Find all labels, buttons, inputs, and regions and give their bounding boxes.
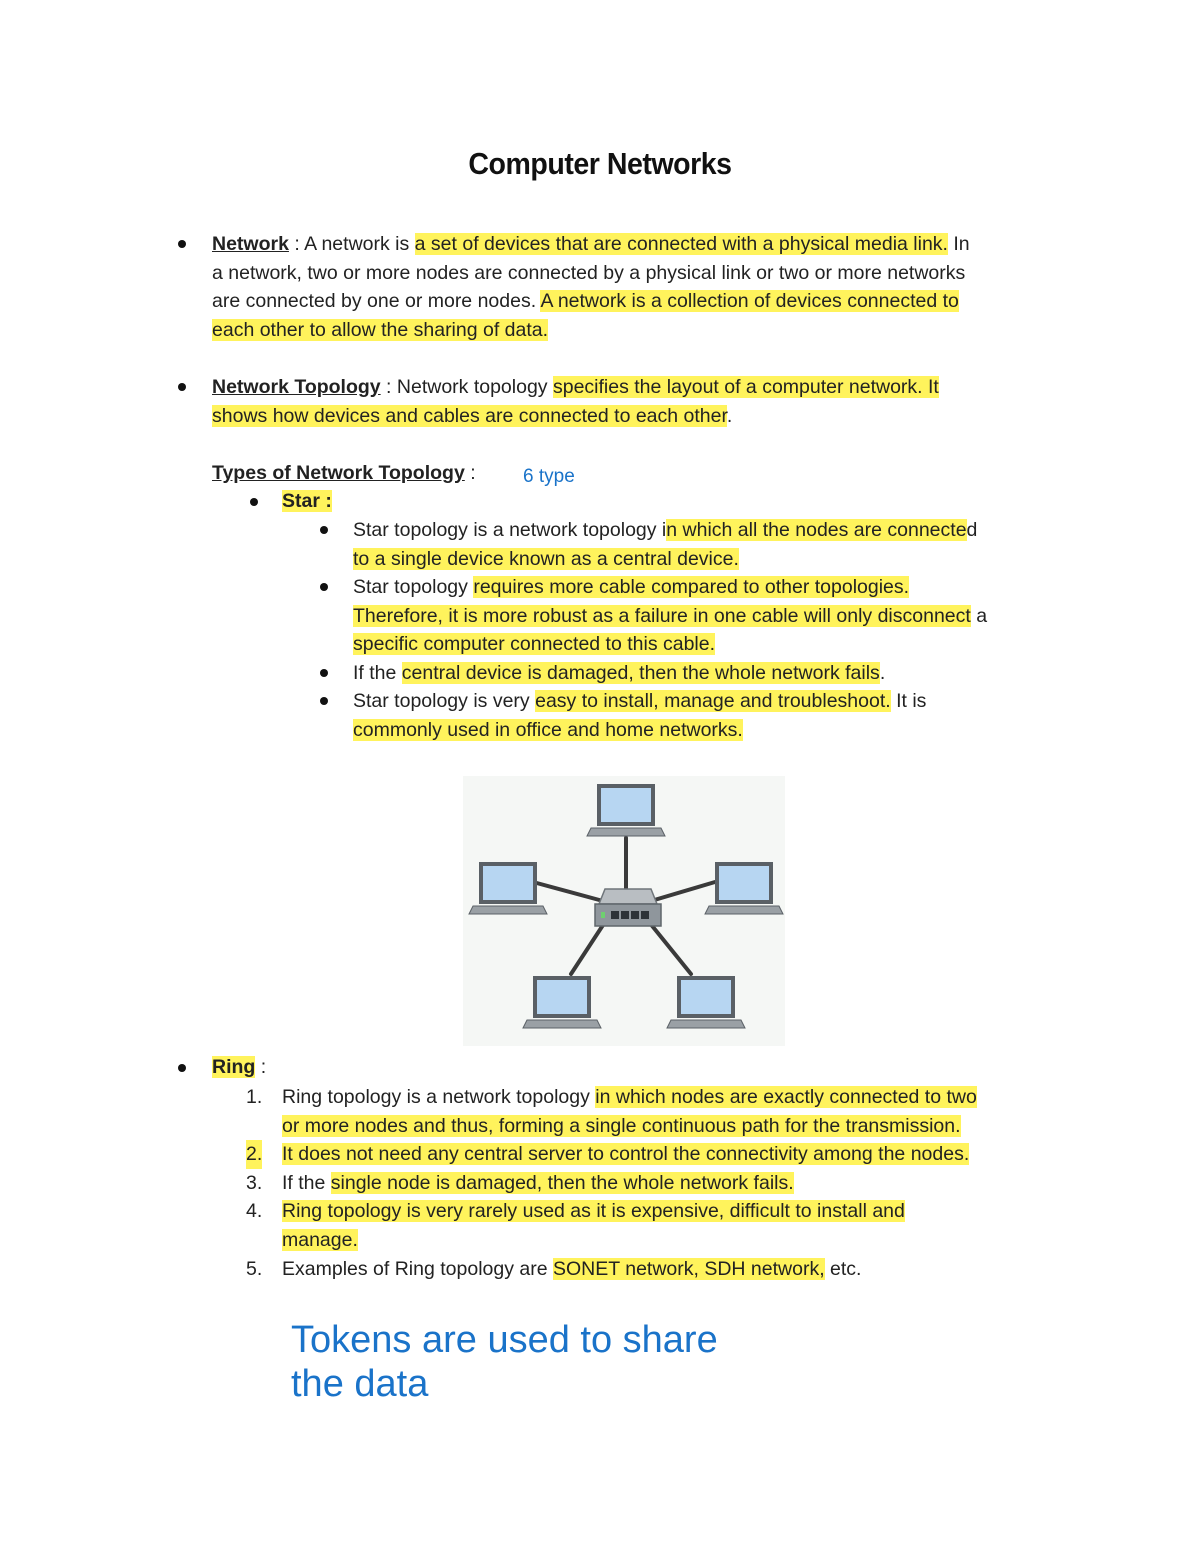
bullet-icon xyxy=(178,383,186,391)
laptop-icon xyxy=(523,976,601,1028)
ring-sep: : xyxy=(255,1056,267,1078)
ring-item-3 xyxy=(282,1169,794,1198)
topology-term: Network Topology xyxy=(212,376,381,398)
highlight-text: central device is damaged, then the whole network fails xyxy=(401,662,880,684)
star-topology-diagram xyxy=(463,776,785,1046)
star-item-1 xyxy=(353,516,977,545)
star-item-4-line-2 xyxy=(353,716,743,745)
ring-text: etc. xyxy=(824,1257,862,1280)
star-text: If the xyxy=(353,662,402,684)
ring-item-5 xyxy=(282,1255,861,1284)
highlight-text: a set of devices that are connected with a physical media link. xyxy=(414,233,948,255)
types-heading: Types of Network Topology xyxy=(212,462,465,484)
star-text: Star topology xyxy=(353,576,474,598)
bullet-icon xyxy=(178,240,186,248)
star-item-3 xyxy=(353,659,885,688)
cable-line xyxy=(649,922,691,974)
star-item-4 xyxy=(353,687,926,716)
handwritten-note-type-count: 6 type xyxy=(523,466,575,487)
star-label: Star : xyxy=(282,490,332,512)
bullet-icon xyxy=(320,669,328,677)
network-text: are connected by one or more nodes. xyxy=(212,290,537,313)
types-heading-line xyxy=(212,459,476,488)
highlight-text: Ring topology is very rarely used as it is expensive, difficult to install and xyxy=(282,1200,905,1223)
star-text: Star topology is a network topology i xyxy=(353,519,667,541)
ring-label: Ring xyxy=(212,1056,256,1078)
laptop-icon xyxy=(587,784,665,836)
page-title: Computer Networks xyxy=(468,146,732,181)
star-label-line xyxy=(282,487,332,516)
star-item-2 xyxy=(353,573,909,602)
handwritten-note-line-1: Tokens are used to share xyxy=(291,1319,718,1361)
bullet-icon xyxy=(178,1064,186,1072)
star-text: d xyxy=(966,519,978,541)
ring-item-1 xyxy=(282,1083,977,1112)
highlight-text: or more nodes and thus, forming a single continuous path for the transmission. xyxy=(282,1114,961,1137)
handwritten-note-line-2: the data xyxy=(291,1363,429,1405)
highlight-text: in which nodes are exactly connected to two xyxy=(595,1086,977,1108)
star-text: . xyxy=(879,662,886,684)
network-line-2: a network, two or more nodes are connected by a physical link or two or more networks xyxy=(212,261,966,284)
highlight-text: commonly used in office and home networks. xyxy=(353,718,743,741)
highlight-text: single node is damaged, then the whole network fails. xyxy=(330,1171,794,1194)
highlight-text: A network is a collection of devices connected to xyxy=(540,290,959,313)
network-sep: : A network is xyxy=(288,233,415,255)
types-colon: : xyxy=(464,462,476,484)
laptop-icon xyxy=(469,862,547,914)
bullet-icon xyxy=(250,498,258,506)
star-topology-illustration xyxy=(463,776,785,1046)
ring-text: If the xyxy=(282,1171,331,1194)
highlight-text: specifies the layout of a computer network. It xyxy=(552,376,939,398)
topology-text: . xyxy=(726,404,733,427)
highlight-text: SONET network, SDH network, xyxy=(552,1257,825,1280)
topology-sep: : Network topology xyxy=(380,376,553,398)
network-switch-icon xyxy=(595,889,661,926)
ring-text: Examples of Ring topology are xyxy=(282,1257,553,1280)
laptop-icon xyxy=(705,862,783,914)
bullet-icon xyxy=(320,526,328,534)
cable-line xyxy=(571,922,605,974)
network-line-4 xyxy=(212,316,548,345)
highlight-text: to a single device known as a central device. xyxy=(353,547,739,570)
highlight-text: n which all the nodes are connecte xyxy=(666,519,967,541)
ring-text: Ring topology is a network topology xyxy=(282,1086,596,1108)
list-number: 3. xyxy=(246,1171,263,1194)
list-number: 4. xyxy=(246,1200,263,1223)
highlight-text: It does not need any central server to control the connectivity among the nodes. xyxy=(282,1143,970,1166)
list-number: 1. xyxy=(246,1086,263,1108)
star-item-2-line-3 xyxy=(353,630,715,659)
network-text: In xyxy=(947,233,970,255)
star-text: Star topology is very xyxy=(353,690,536,712)
bullet-icon xyxy=(320,583,328,591)
star-text: It is xyxy=(890,690,927,712)
bullet-icon xyxy=(320,697,328,705)
ring-item-1-line-2 xyxy=(282,1112,961,1141)
cable-line xyxy=(533,882,603,901)
ring-item-4-line-2 xyxy=(282,1226,358,1255)
highlight-text: shows how devices and cables are connected to each other xyxy=(212,404,727,427)
highlight-text: each other to allow the sharing of data. xyxy=(212,318,549,341)
highlight-text: specific computer connected to this cable. xyxy=(353,633,716,656)
highlight-text: manage. xyxy=(282,1229,358,1251)
ring-item-4 xyxy=(282,1197,905,1226)
network-definition xyxy=(212,230,970,259)
cable-line xyxy=(651,882,715,901)
topology-line-2 xyxy=(212,402,732,431)
topology-definition xyxy=(212,373,939,402)
star-item-2-line-2 xyxy=(353,602,987,631)
ring-label-line xyxy=(212,1053,266,1082)
list-number: 5. xyxy=(246,1257,263,1280)
laptop-icon xyxy=(667,976,745,1028)
network-term: Network xyxy=(212,233,289,255)
highlight-text: Therefore, it is more robust as a failure in one cable will only disconnect xyxy=(353,604,971,627)
highlight-text: requires more cable compared to other topologies. xyxy=(473,576,910,598)
star-text: a xyxy=(970,604,988,627)
ring-item-2 xyxy=(282,1140,969,1169)
star-item-1-line-2 xyxy=(353,545,739,574)
highlight-text: easy to install, manage and troubleshoot. xyxy=(535,690,891,712)
list-number: 2. xyxy=(246,1140,262,1169)
network-line-3 xyxy=(212,287,959,316)
